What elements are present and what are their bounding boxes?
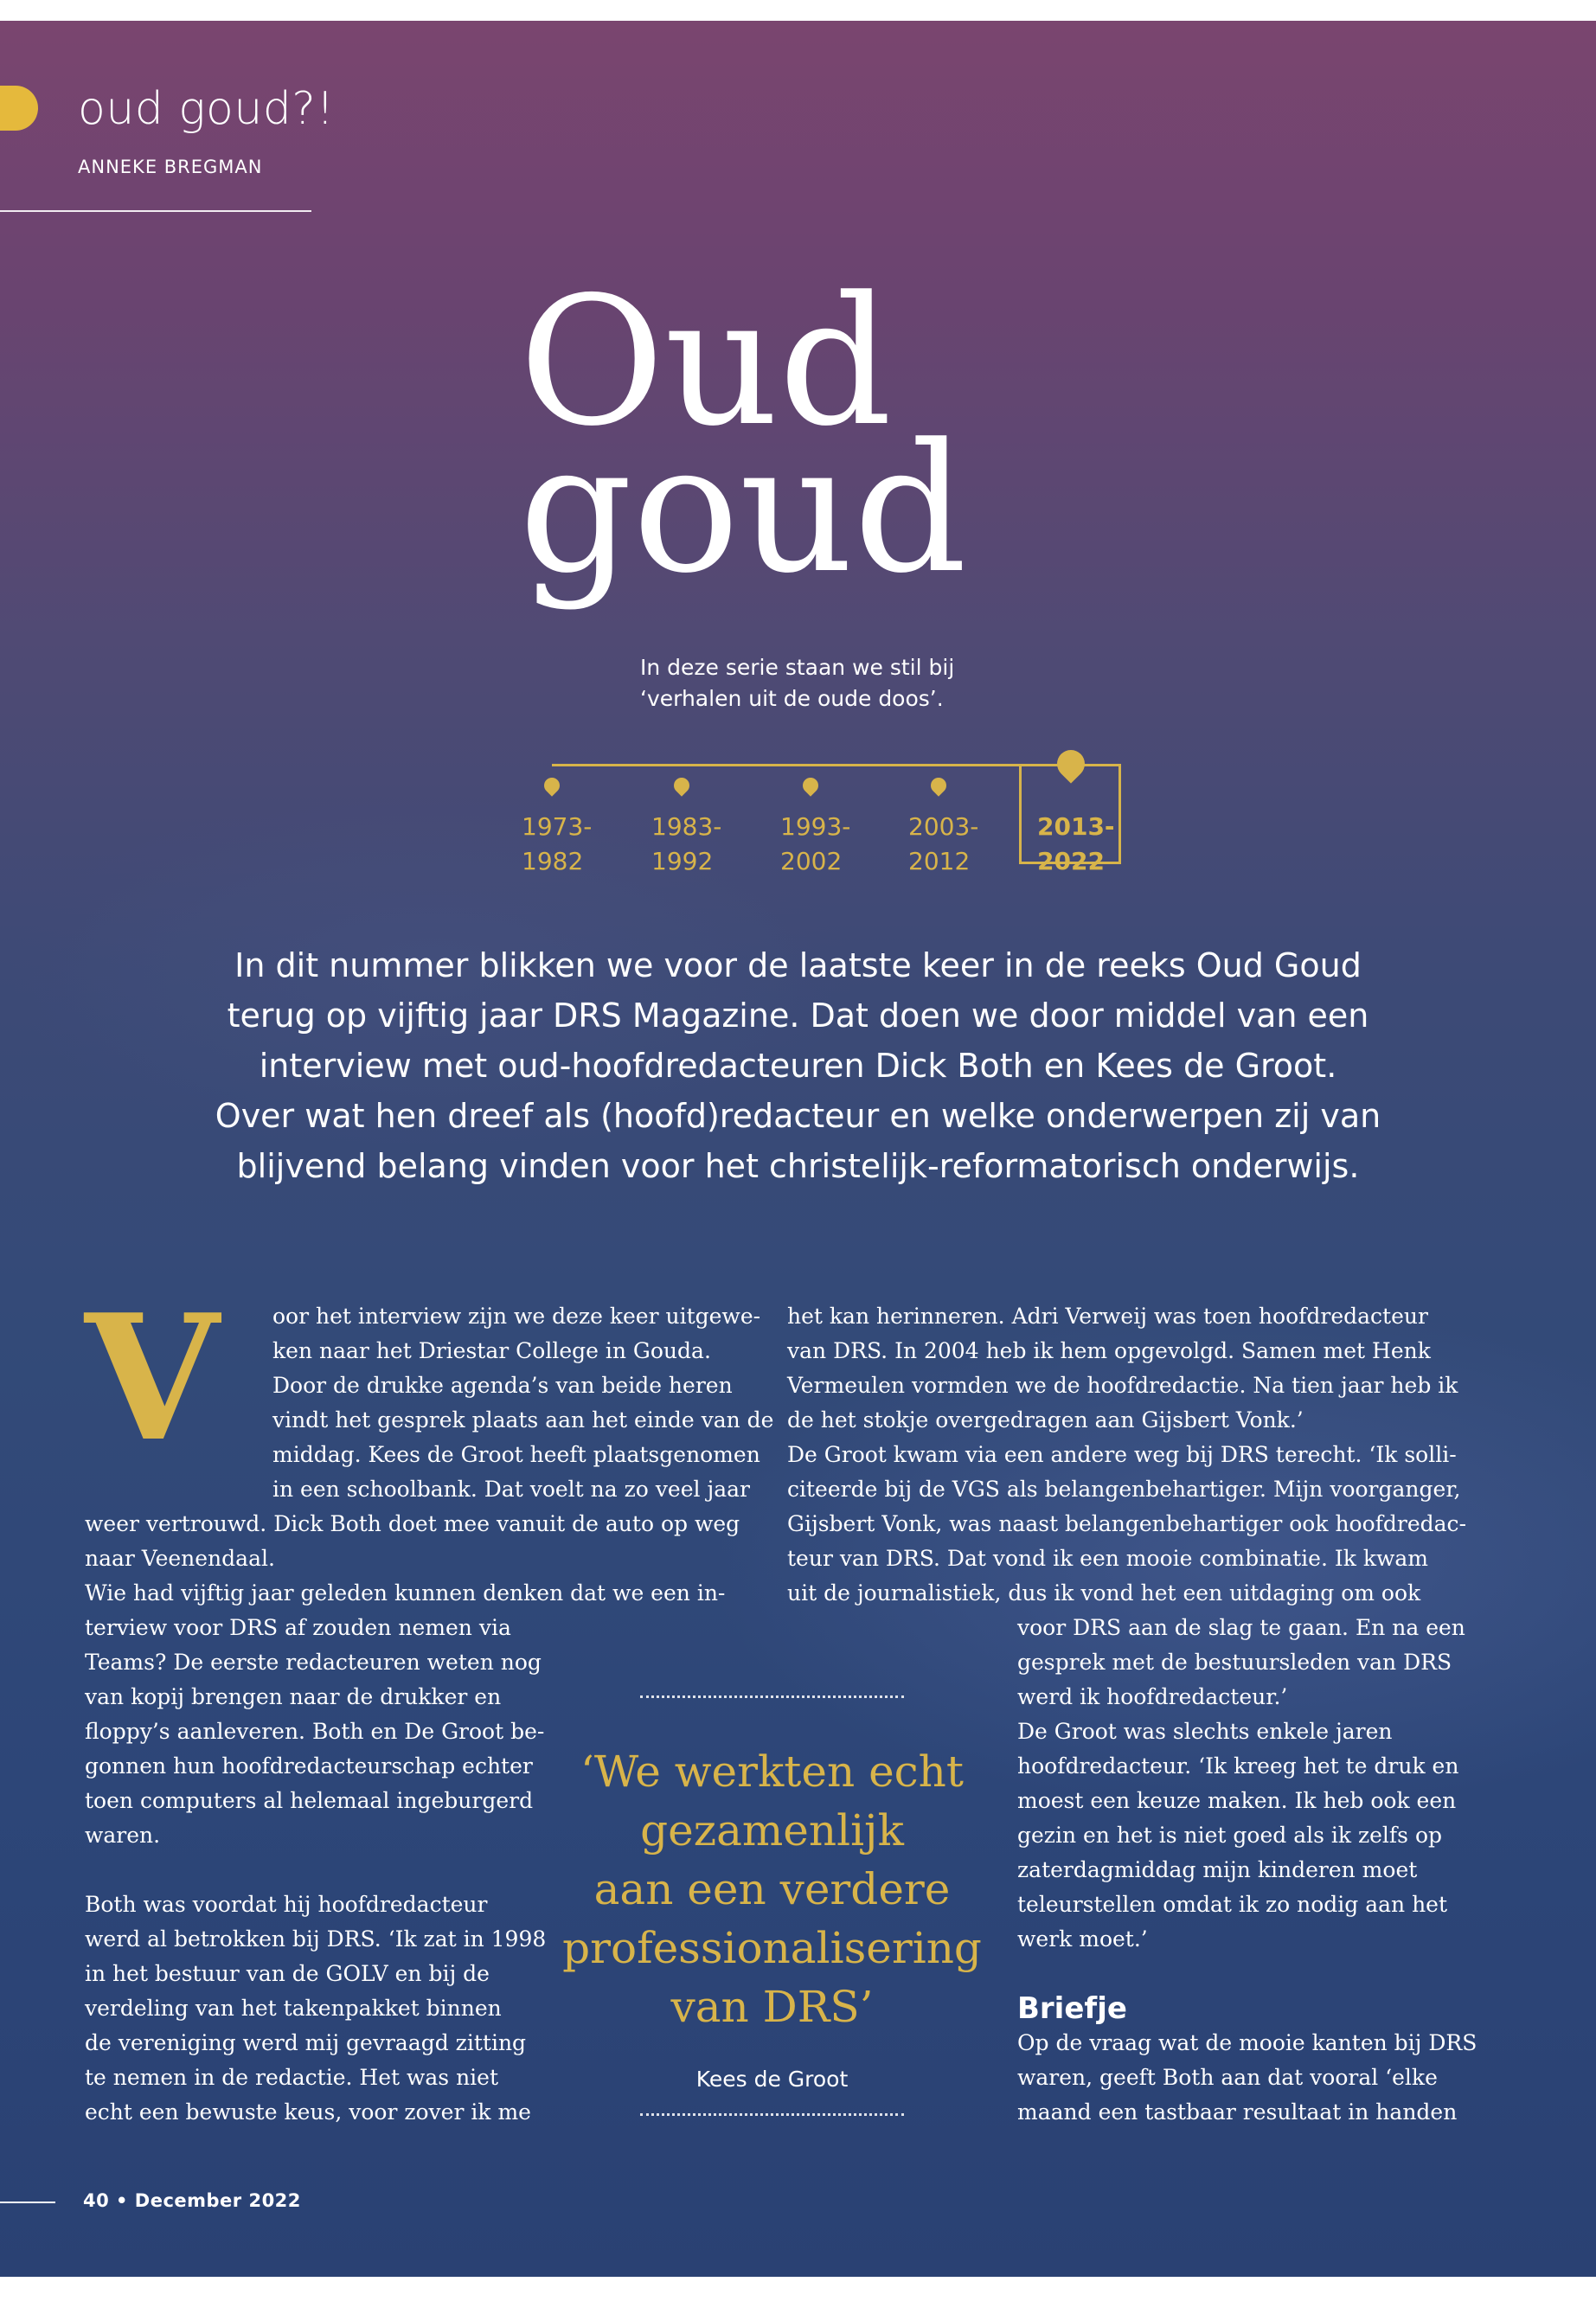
article-line: Both was voordat hij hoofdredacteur: [85, 1892, 488, 1917]
page-title-line: Oud: [519, 260, 893, 465]
article-line: voor DRS aan de slag te gaan. En na een: [1017, 1615, 1465, 1640]
article-column-2: [787, 1299, 1466, 1611]
page-title-line: goud: [519, 407, 967, 612]
timeline-marker-icon: [541, 774, 562, 796]
article-column-3-continued: [1017, 2026, 1477, 2130]
timeline-period-end: 2012: [908, 847, 971, 875]
pull-quote: [554, 1742, 990, 2036]
article-line: echt een bewuste keus, voor zover ik me: [85, 2099, 531, 2125]
article-line: Teams? De eerste redacteuren weten nog: [85, 1650, 542, 1675]
article-line: uit de journalistiek, dus ik vond het een uitdaging om ook: [787, 1580, 1421, 1606]
article-line: werd al betrokken bij DRS. ‘Ik zat in 1998: [85, 1926, 547, 1952]
article-column-1-full: [85, 1507, 740, 1611]
lead-line: In dit nummer blikken we voor de laatste keer in de reeks Oud Goud: [234, 946, 1362, 984]
author-name: ANNEKE BREGMAN: [78, 157, 263, 177]
article-line: waren.: [85, 1823, 161, 1848]
article-line: floppy’s aanleveren. Both en De Groot be-: [85, 1719, 545, 1744]
timeline-period-active: [1037, 810, 1115, 879]
lead-line: interview met oud-hoofdredacteuren Dick Both en Kees de Groot.: [259, 1047, 1337, 1085]
article-line: maand een tastbaar resultaat in handen: [1017, 2099, 1458, 2125]
timeline-period-start: 2013-: [1037, 812, 1115, 841]
pull-quote-author: Kees de Groot: [695, 2067, 849, 2092]
article-line: van DRS. In 2004 heb ik hem opgevolgd. Samen met Henk: [787, 1338, 1431, 1363]
timeline-period-end: 2022: [1037, 847, 1105, 875]
section-marker: [0, 86, 38, 131]
article-column-3: [1017, 1611, 1465, 1957]
series-intro: [640, 652, 954, 715]
article-line: in het bestuur van de GOLV en bij de: [85, 1961, 490, 1986]
article-line: waren, geeft Both aan dat vooral ‘elke: [1017, 2065, 1438, 2090]
article-line: het kan herinneren. Adri Verweij was toen hoofdredacteur: [787, 1304, 1428, 1329]
article-line: gesprek met de bestuursleden van DRS: [1017, 1650, 1452, 1675]
article-line: gezin en het is niet goed als ik zelfs op: [1017, 1823, 1443, 1848]
article-line: de het stokje overgedragen aan Gijsbert Vonk.’: [787, 1407, 1304, 1433]
article-line: werk moet.’: [1017, 1926, 1148, 1952]
article-line: toen computers al helemaal ingeburgerd: [85, 1788, 534, 1813]
article-line: hoofdredacteur. ‘Ik kreeg het te druk en: [1017, 1753, 1459, 1779]
article-line: in een schoolbank. Dat voelt na zo veel jaar: [272, 1477, 750, 1502]
timeline-period: [908, 810, 978, 879]
timeline-marker-icon: [670, 774, 692, 796]
article-line: ken naar het Driestar College in Gouda.: [272, 1338, 711, 1363]
article-line: Gijsbert Vonk, was naast belangenbehartiger ook hoofdredac-: [787, 1511, 1467, 1536]
timeline-marker-icon: [927, 774, 949, 796]
pull-quote-line: aan een verdere: [593, 1864, 951, 1914]
article-line: te nemen in de redactie. Het was niet: [85, 2065, 499, 2090]
article-line: gonnen hun hoofdredacteurschap echter: [85, 1753, 533, 1779]
article-line: Wie had vijftig jaar geleden kunnen denken dat we een in-: [85, 1580, 726, 1606]
article-line: citeerde bij de VGS als belangenbehartiger. Mijn voorganger,: [787, 1477, 1461, 1502]
page-footer: 40 • December 2022: [83, 2190, 301, 2211]
article-line: zaterdagmiddag mijn kinderen moet: [1017, 1857, 1418, 1882]
lead-paragraph: [130, 940, 1466, 1191]
article-line: moest een keuze maken. Ik heb ook een: [1017, 1788, 1457, 1813]
article-line: weer vertrouwd. Dick Both doet mee vanuit de auto op weg: [85, 1511, 740, 1536]
timeline-period: [651, 810, 721, 879]
article-line: middag. Kees de Groot heeft plaatsgenomen: [272, 1442, 760, 1467]
article-line: oor het interview zijn we deze keer uitgewe-: [272, 1304, 761, 1329]
magazine-page: [0, 21, 1596, 2277]
lead-line: Over wat hen dreef als (hoofd)redacteur en welke onderwerpen zij van: [215, 1097, 1381, 1135]
timeline-period-start: 1983-: [651, 812, 722, 841]
footer-divider: [0, 2202, 55, 2203]
lead-line: blijvend belang vinden voor het christelijk-reformatorisch onderwijs.: [236, 1147, 1360, 1185]
article-column-1-intro: [272, 1299, 773, 1507]
pull-quote-line: van DRS’: [670, 1982, 874, 2032]
timeline-marker-icon: [799, 774, 821, 796]
article-line: Door de drukke agenda’s van beide heren: [272, 1373, 733, 1398]
section-title: oud goud?!: [78, 83, 335, 135]
section-subheading: Briefje: [1017, 1991, 1127, 2026]
timeline-period: [522, 810, 592, 879]
header-divider: [0, 210, 311, 212]
timeline-period-end: 2002: [780, 847, 843, 875]
timeline-period-end: 1982: [522, 847, 584, 875]
article-line: werd ik hoofdredacteur.’: [1017, 1684, 1288, 1709]
article-line: De Groot was slechts enkele jaren: [1017, 1719, 1393, 1744]
quote-divider-top: [640, 1695, 904, 1698]
lead-line: terug op vijftig jaar DRS Magazine. Dat doen we door middel van een: [227, 997, 1369, 1035]
article-line: terview voor DRS af zouden nemen via: [85, 1615, 511, 1640]
article-column-1-narrow: [85, 1611, 546, 2130]
article-line: De Groot kwam via een andere weg bij DRS terecht. ‘Ik solli-: [787, 1442, 1457, 1467]
article-line: teleurstellen omdat ik zo nodig aan het: [1017, 1892, 1448, 1917]
article-line: Op de vraag wat de mooie kanten bij DRS: [1017, 2030, 1477, 2055]
series-intro-line: ‘verhalen uit de oude doos’.: [640, 686, 944, 711]
drop-cap: V: [85, 1277, 220, 1480]
timeline-line: [552, 764, 1021, 766]
timeline-period-start: 2003-: [908, 812, 979, 841]
pull-quote-line: gezamenlijk: [640, 1805, 904, 1856]
article-line: verdeling van het takenpakket binnen: [85, 1996, 502, 2021]
quote-divider-bottom: [640, 2113, 904, 2116]
timeline-period: [780, 810, 850, 879]
timeline-period-start: 1973-: [522, 812, 593, 841]
article-line: van kopij brengen naar de drukker en: [85, 1684, 502, 1709]
article-line: de vereniging werd mij gevraagd zitting: [85, 2030, 527, 2055]
page-title: [519, 260, 967, 612]
pull-quote-line: professionalisering: [562, 1923, 982, 1973]
series-intro-line: In deze serie staan we stil bij: [640, 655, 955, 680]
timeline-period-end: 1992: [651, 847, 714, 875]
paragraph-gap: [85, 1853, 546, 1888]
timeline-period-start: 1993-: [780, 812, 851, 841]
article-line: vindt het gesprek plaats aan het einde van de: [272, 1407, 774, 1433]
article-line: Vermeulen vormden we de hoofdredactie. Na tien jaar heb ik: [787, 1373, 1458, 1398]
article-line: teur van DRS. Dat vond ik een mooie combinatie. Ik kwam: [787, 1546, 1428, 1571]
pull-quote-line: ‘We werkten echt: [580, 1747, 964, 1797]
article-line: naar Veenendaal.: [85, 1546, 275, 1571]
